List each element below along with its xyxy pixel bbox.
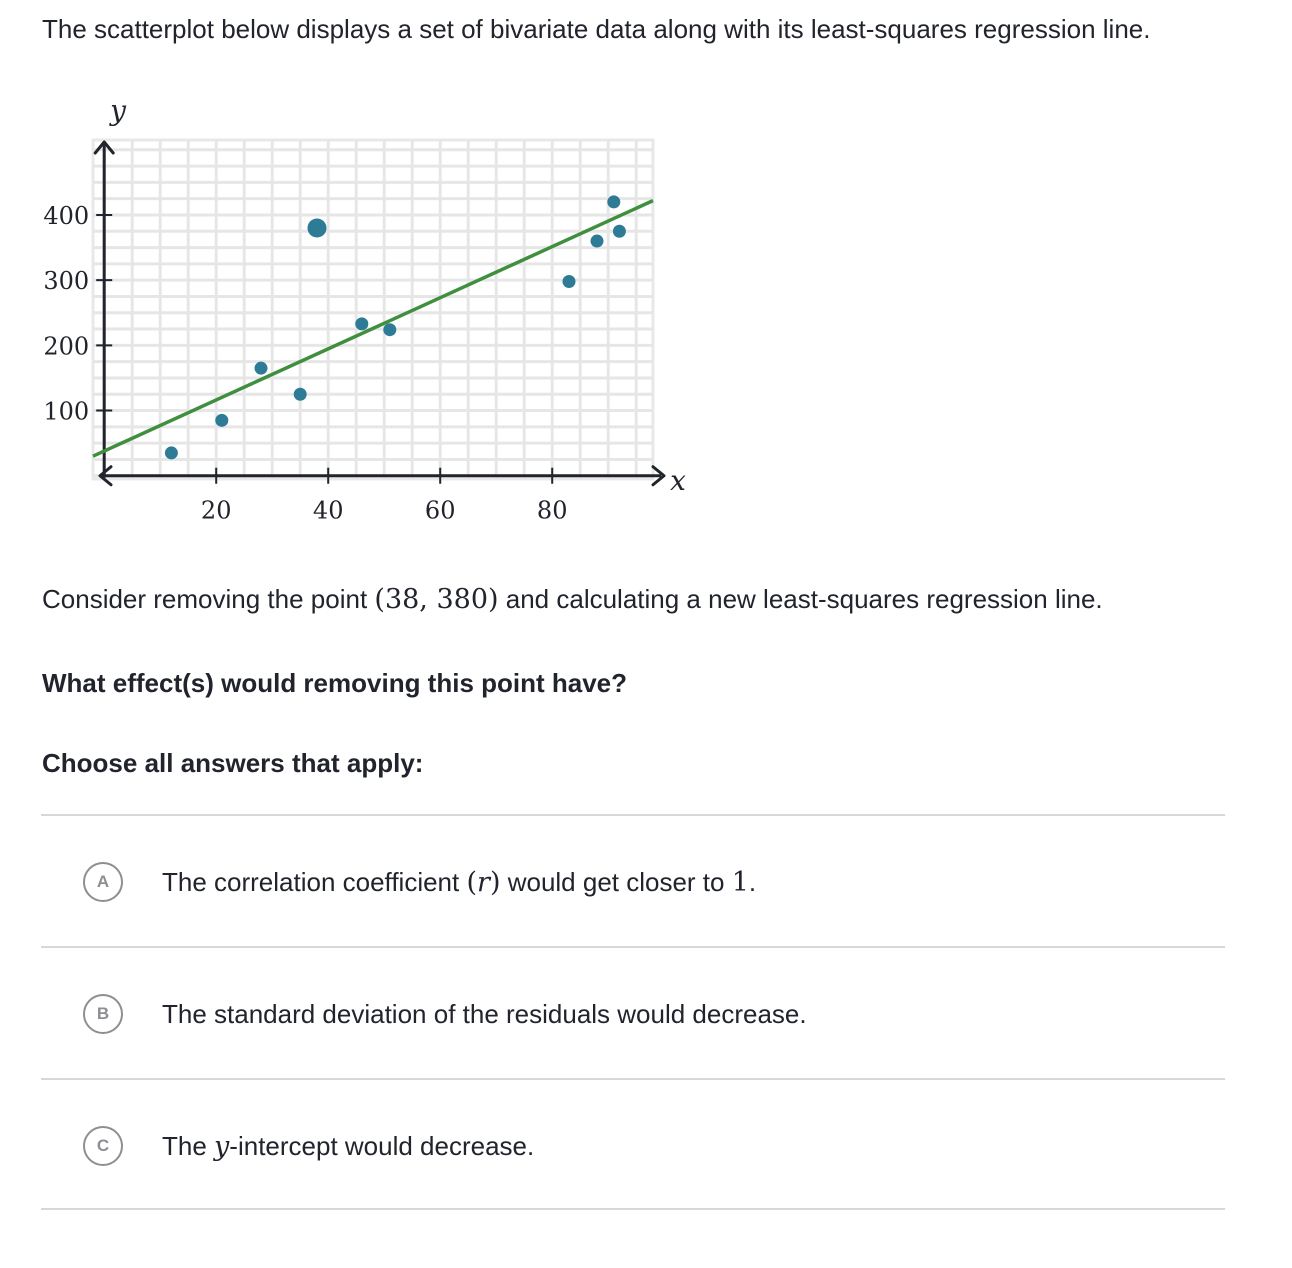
consider-text-after: and calculating a new least-squares regression line. xyxy=(498,584,1103,614)
consider-text-before: Consider removing the point xyxy=(42,584,375,614)
chart-grid xyxy=(93,140,653,479)
data-point xyxy=(607,195,620,208)
scatterplot xyxy=(40,88,700,538)
y-tick-label: 200 xyxy=(43,332,90,361)
y-tick-label: 300 xyxy=(43,267,90,296)
choice-a[interactable] xyxy=(41,814,1225,946)
choice-c-text-pre: The xyxy=(162,1131,215,1161)
choice-b-letter[interactable]: B xyxy=(83,994,123,1034)
x-axis xyxy=(100,467,664,525)
x-tick-label: 60 xyxy=(424,496,456,525)
data-point xyxy=(215,414,228,427)
choice-c-math-y: y xyxy=(214,1131,230,1162)
data-points xyxy=(165,195,626,459)
choice-a-letter[interactable]: A xyxy=(83,862,123,902)
choice-a-text-post: would get closer to xyxy=(500,867,732,897)
question-text: What effect(s) would removing this point have? xyxy=(42,668,628,698)
answer-choices xyxy=(41,814,1225,1210)
x-tick-label: 80 xyxy=(536,496,568,525)
y-axis-label: y xyxy=(110,94,126,127)
data-point xyxy=(255,362,268,375)
choice-a-text xyxy=(162,862,756,903)
choice-c-text xyxy=(162,1126,534,1167)
data-point xyxy=(294,388,307,401)
data-point xyxy=(591,235,604,248)
x-axis-label: x xyxy=(670,464,686,497)
data-point xyxy=(563,275,576,288)
intro-text: The scatterplot below displays a set of bivariate data along with its least-squares regression line. xyxy=(42,14,1151,44)
choice-c[interactable] xyxy=(41,1078,1225,1210)
choice-a-text-end: . xyxy=(748,867,757,897)
data-point-highlighted xyxy=(308,219,327,238)
x-tick-label: 20 xyxy=(200,496,232,525)
removed-point: (38, 380) xyxy=(374,584,499,615)
data-point xyxy=(613,225,626,238)
choice-c-letter[interactable]: C xyxy=(83,1126,123,1166)
x-tick-label: 40 xyxy=(312,496,344,525)
instruction-text: Choose all answers that apply: xyxy=(42,748,424,778)
choice-a-math-r: (r) xyxy=(466,867,501,898)
choice-b[interactable] xyxy=(41,946,1225,1078)
choice-b-text: The standard deviation of the residuals would decrease. xyxy=(162,999,807,1029)
data-point xyxy=(383,323,396,336)
y-axis xyxy=(43,142,113,478)
choice-a-text-pre: The correlation coefficient xyxy=(162,867,467,897)
data-point xyxy=(355,317,368,330)
y-tick-label: 100 xyxy=(43,397,90,426)
consider-text xyxy=(42,584,1103,615)
choice-a-math-r-var: r xyxy=(477,867,490,898)
data-point xyxy=(165,446,178,459)
y-tick-label: 400 xyxy=(43,201,90,230)
choice-c-text-post: -intercept would decrease. xyxy=(229,1131,535,1161)
choice-a-math-one: 1 xyxy=(731,867,749,898)
